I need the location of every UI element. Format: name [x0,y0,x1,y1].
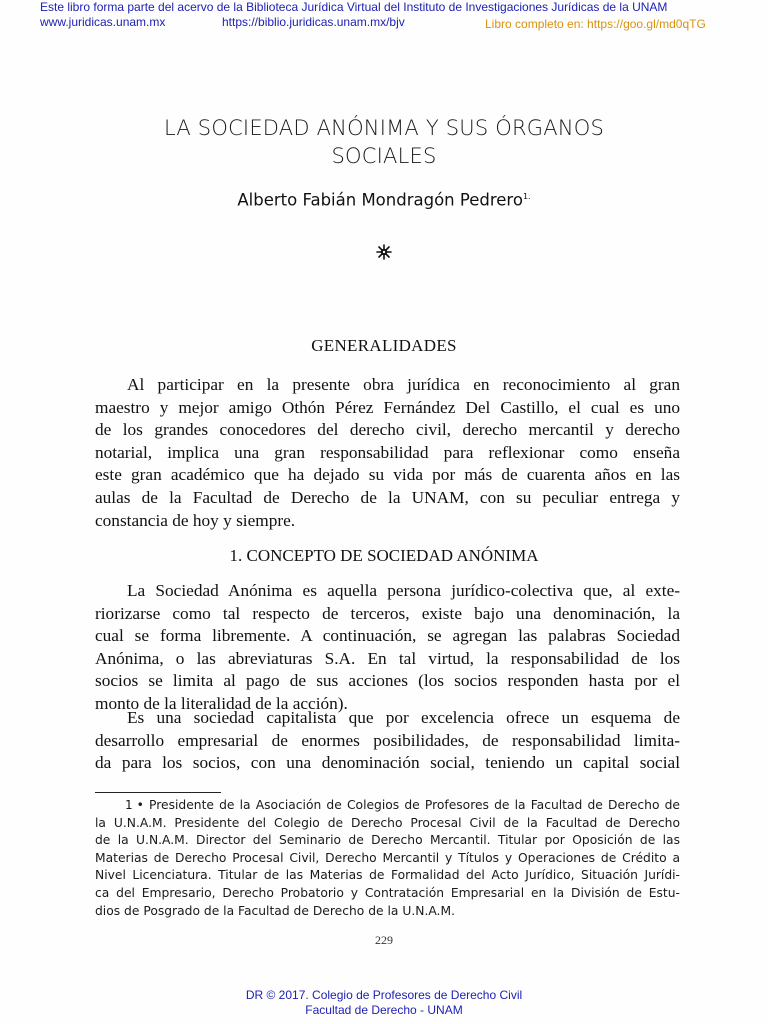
copyright-line: DR © 2017. Colegio de Profesores de Derecho Civil [245,988,523,1002]
full-book-link[interactable]: Libro completo en: https://goo.gl/md0qTG [485,17,706,31]
footnote-line: ca del Empresario, Derecho Probatorio y Contratación Empresarial en la División de Estu- [95,885,680,900]
author-footnote-mark: 1. [522,192,531,201]
paragraph-line: riorizarse como tal respecto de terceros, existe bajo una denominación, la [95,603,680,623]
author-name: Alberto Fabián Mondragón Pedrero [237,190,523,210]
page-number: 229 [375,933,393,947]
repository-notice: Este libro forma parte del acervo de la Biblioteca Jurídica Virtual del Instituto de Investigaciones Jurídicas de la UNAM [40,0,668,14]
paragraph-line: Anónima, o las abreviaturas S.A. En tal virtud, la responsabilidad de los [95,648,680,668]
footnote-line: de la U.N.A.M. Director del Seminario de Derecho Mercantil. Titular por Oposición de las [95,833,680,848]
paragraph-line: socios se limita al pago de sus acciones (los socios responden hasta por el [95,671,680,691]
paragraph-capitalista [95,707,680,775]
footnote-text: • Presidente de la Asociación de Colegios de Profesores de la Facultad de Derecho de [136,798,680,812]
article-title-line-1: LA SOCIEDAD ANÓNIMA Y SUS ÓRGANOS [163,116,605,140]
paragraph-line: desarrollo empresarial de enormes posibilidades, de responsabilidad limita- [95,730,680,750]
bjv-site-link[interactable]: https://biblio.juridicas.unam.mx/bjv [222,15,405,29]
paragraph-line: da para los socios, con una denominación social, teniendo un capital social [95,753,680,773]
paragraph-line: Es una sociedad capitalista que por excelencia ofrece un esquema de [127,708,680,727]
paragraph-line: Al participar en la presente obra jurídica en reconocimiento al gran [127,375,680,394]
paragraph-line: La Sociedad Anónima es aquella persona jurídico-colectiva que, al exte- [127,581,680,600]
paragraph-concepto [95,580,680,716]
institution-line: Facultad de Derecho - UNAM [305,1003,463,1017]
paragraph-line: constancia de hoy y siempre. [95,510,296,530]
section-heading-concepto: 1. CONCEPTO DE SOCIEDAD ANÓNIMA [229,546,539,565]
footnote-divider [95,792,221,793]
paragraph-line: aulas de la Facultad de Derecho de la UNAM, con su peculiar entrega y [95,487,680,507]
footnote-number: 1 [125,798,133,812]
paragraph-line: maestro y mejor amigo Othón Pérez Fernández Del Castillo, el cual es uno [95,397,680,417]
footnote-line: Nivel Licenciatura. Titular de las Materias de Formalidad del Acto Jurídico, Situación Jurídi- [95,868,680,883]
footnote-line [95,797,680,815]
paragraph-line: notarial, implica una gran responsabilidad para reflexionar como enseña [95,442,680,462]
footnote-line: Materias de Derecho Procesal Civil, Derecho Mercantil y Títulos y Operaciones de Crédito a [95,850,680,865]
paragraph-generalidades [95,374,680,532]
section-heading-generalidades: GENERALIDADES [311,336,457,355]
paragraph-line: este gran académico que ha dejado su vida por más de cuarenta años en las [95,465,680,485]
paragraph-line: de los grandes conocedores del derecho civil, derecho mercantil y derecho [95,420,680,440]
footnote-line: la U.N.A.M. Presidente del Colegio de Derecho Procesal Civil de la Facultad de Derecho [95,815,680,830]
footnote [95,797,680,920]
paragraph-line: monto de la literalidad de la acción). [95,693,348,713]
juridicas-site-link[interactable]: www.juridicas.unam.mx [40,15,166,29]
author-line [0,186,768,212]
article-title-line-2: SOCIALES [331,144,437,168]
paragraph-line: cual se forma libremente. A continuación, se agregan las palabras Sociedad [95,626,680,646]
footnote-line: dios de Posgrado de la Facultad de Derecho de la U.N.A.M. [95,903,455,918]
asterisk-flower-icon [376,244,392,260]
